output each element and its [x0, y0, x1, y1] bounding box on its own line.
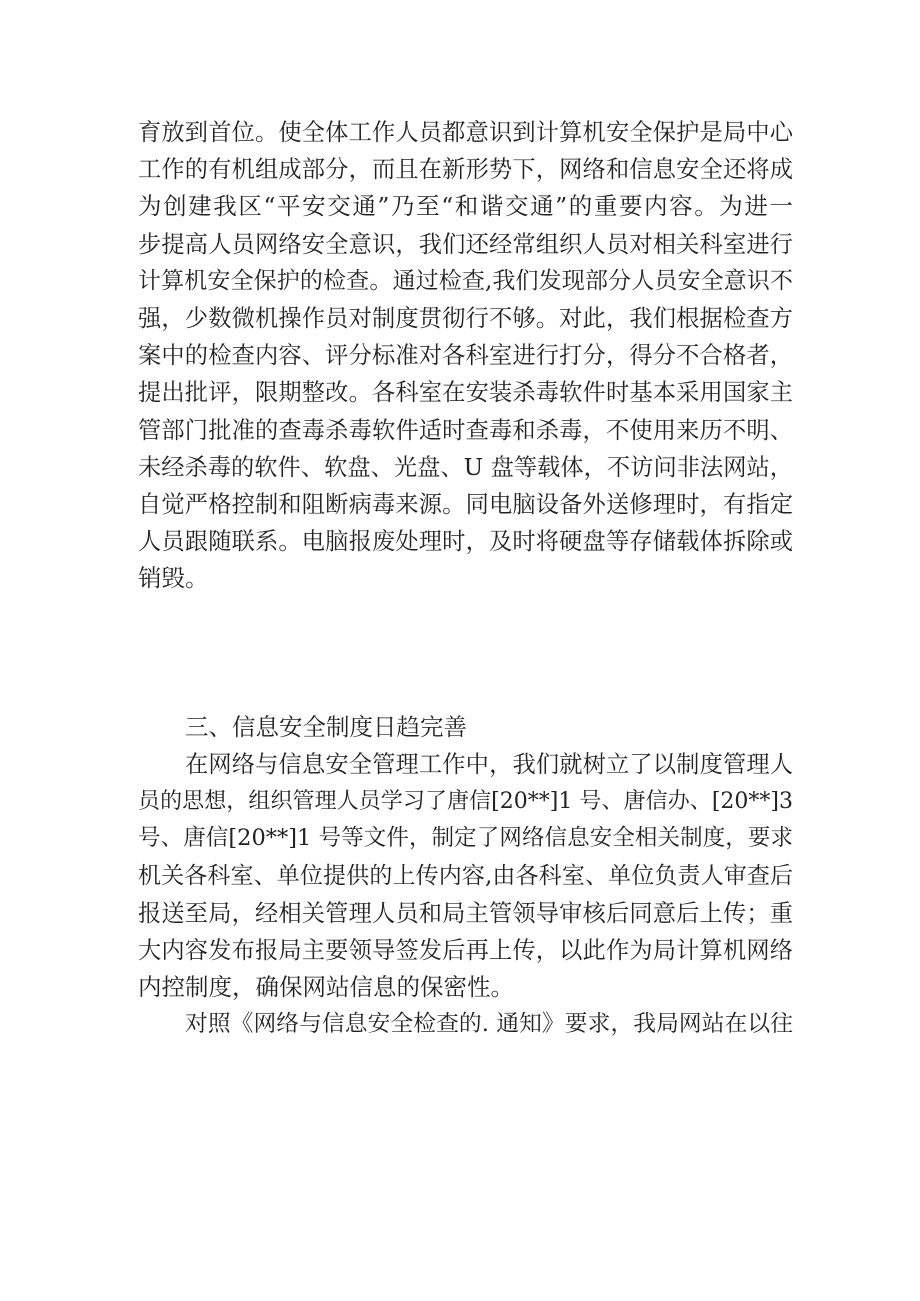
paragraph-1-line: 案中的检查内容、评分标准对各科室进行打分，得分不合格者，: [138, 342, 793, 370]
paragraph-1-line: 销毁。: [138, 564, 209, 593]
paragraph-1-line: 未经杀毒的软件、软盘、光盘、U 盘等载体，不访问非法网站，: [138, 453, 793, 481]
paragraph-1-line: 工作的有机组成部分，而且在新形势下，网络和信息安全还将成: [138, 156, 793, 184]
paragraph-2-line: 在网络与信息安全管理工作中，我们就树立了以制度管理人: [185, 751, 793, 778]
paragraph-1-line: 管部门批准的查毒杀毒软件适时查毒和杀毒，不使用来历不明、: [138, 416, 793, 444]
paragraph-2-line: 报送至局，经相关管理人员和局主管领导审核后同意后上传；重: [138, 899, 793, 927]
section-heading-text: 三、信息安全制度日趋完善: [185, 713, 467, 741]
paragraph-1-line: 提出批评，限期整改。各科室在安装杀毒软件时基本采用国家主: [138, 379, 793, 407]
paragraph-1-line: 自觉严格控制和阻断病毒来源。同电脑设备外送修理时，有指定: [138, 490, 793, 518]
paragraph-3-line: 对照《网络与信息安全检查的. 通知》要求，我局网站在以往: [185, 1011, 793, 1037]
paragraph-2-line: 员的思想，组织管理人员学习了唐信[20**]1 号、唐信办、[20**]3: [138, 789, 793, 815]
paragraph-3: [138, 1006, 793, 1043]
paragraph-1-line: 强，少数微机操作员对制度贯彻行不够。对此，我们根据检查方: [138, 304, 793, 332]
paragraph-1-line: 育放到首位。使全体工作人员都意识到计算机安全保护是局中心: [138, 119, 793, 146]
paragraph-2-line: 大内容发布报局主要领导签发后再上传，以此作为局计算机网络: [138, 936, 793, 964]
paragraph-1-line: 步提高人员网络安全意识，我们还经常组织人员对相关科室进行: [138, 230, 793, 258]
paragraph-2: [138, 746, 793, 1006]
paragraph-1-line: 计算机安全保护的检查。通过检查,我们发现部分人员安全意识不: [138, 267, 793, 294]
paragraph-2-line: 机关各科室、单位提供的上传内容,由各科室、单位负责人审查后: [138, 862, 793, 889]
paragraph-2-line: 内控制度，确保网站信息的保密性。: [138, 973, 514, 1002]
paragraph-1-line: 人员跟随联系。电脑报废处理时，及时将硬盘等存储载体拆除或: [138, 528, 793, 556]
section-heading: [185, 709, 785, 746]
paragraph-2-line: 号、唐信[20**]1 号等文件，制定了网络信息安全相关制度，要求: [138, 825, 793, 852]
paragraph-1: [138, 114, 793, 597]
paragraph-1-line: 为创建我区“平安交通”乃至“和谐交通”的重要内容。为进一: [138, 192, 793, 221]
